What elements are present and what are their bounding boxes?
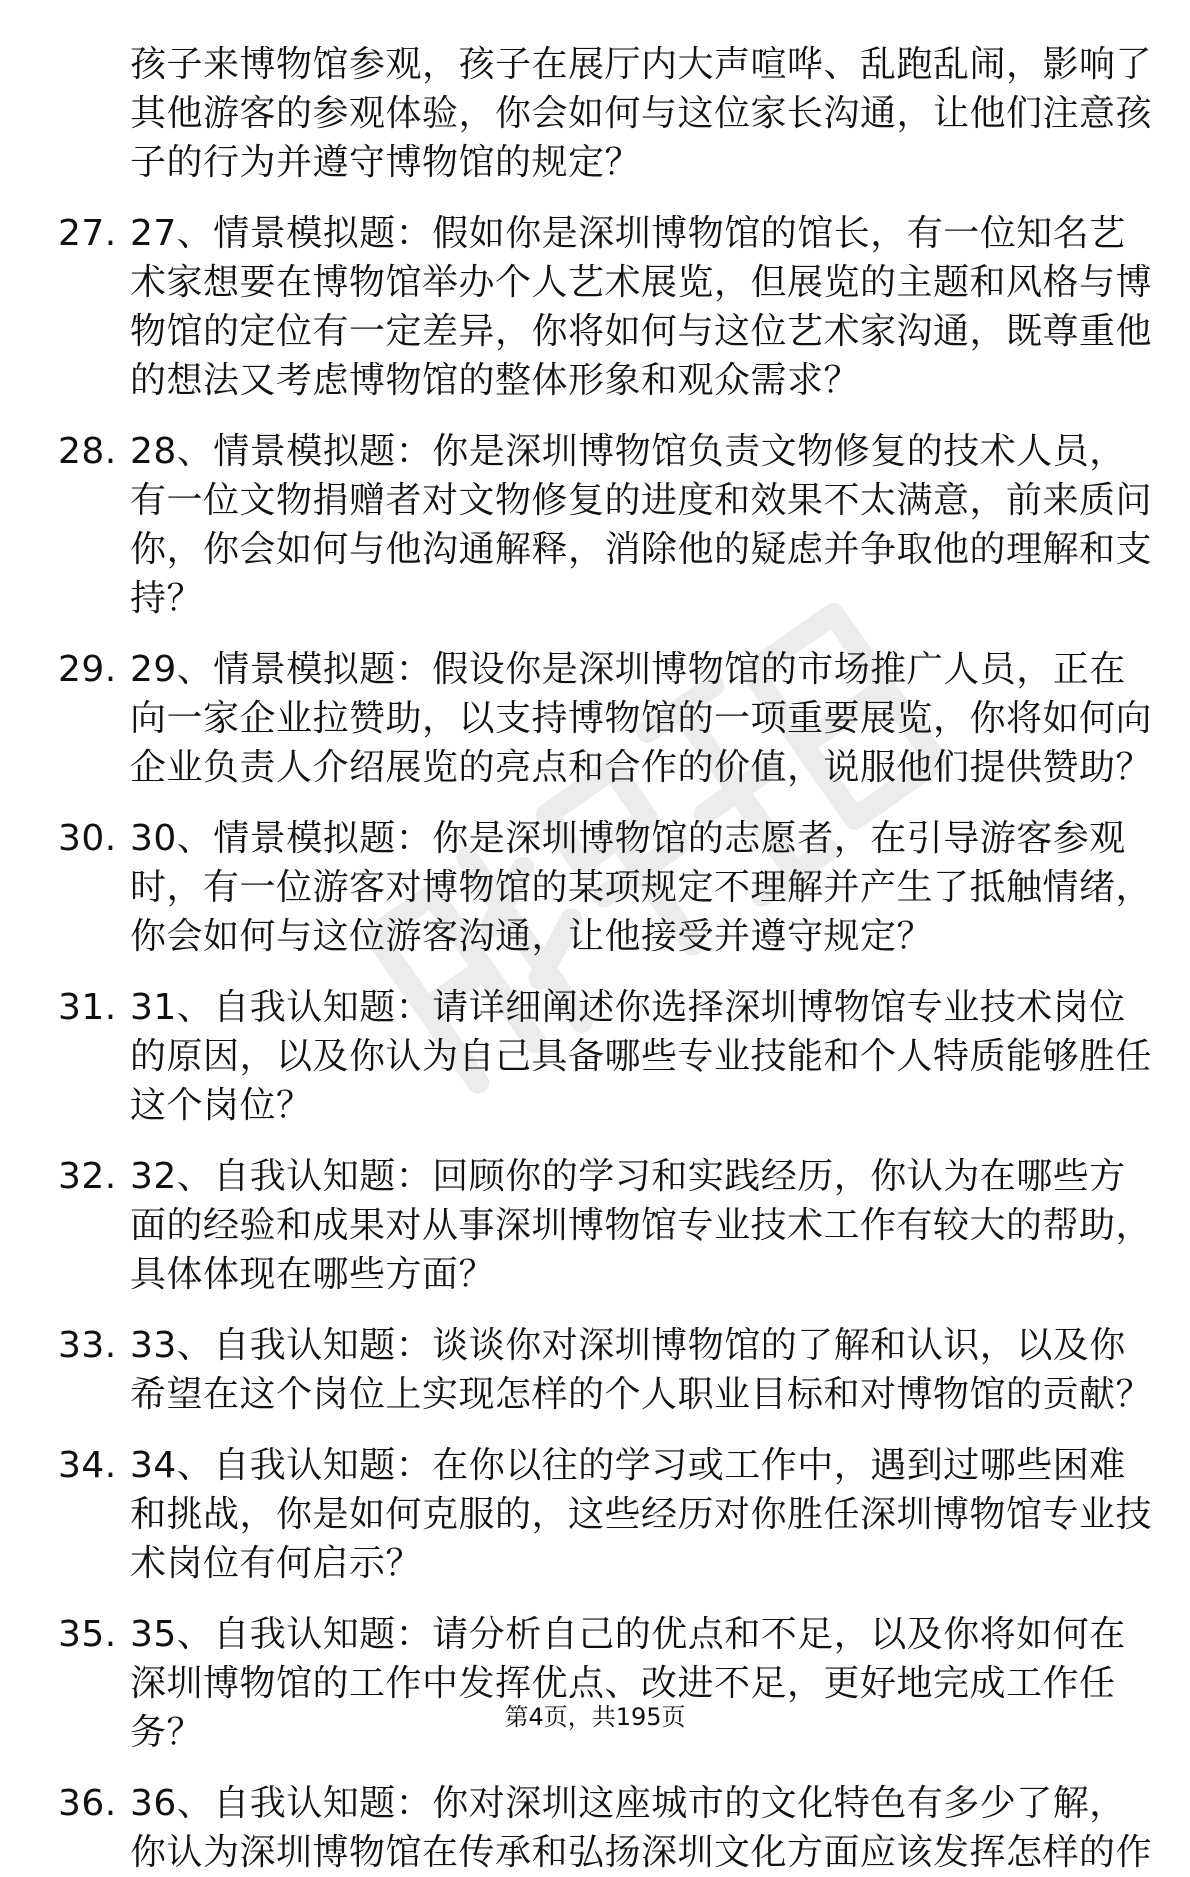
item-text: 36、自我认知题：你对深圳这座城市的文化特色有多少了解，你认为深圳博物馆在传承和弘扬深圳文化方面应该发挥怎样的作 <box>130 1783 1153 1873</box>
item-number: 31. <box>58 987 117 1028</box>
list-item <box>58 645 1158 792</box>
list-item <box>58 1610 1158 1757</box>
item-text: 34、自我认知题：在你以往的学习或工作中，遇到过哪些困难和挑战，你是如何克服的，这些经历对你胜任深圳博物馆专业技术岗位有何启示？ <box>130 1445 1153 1584</box>
list-item <box>58 814 1158 961</box>
question-list <box>58 40 1158 1877</box>
item-text: 31、自我认知题：请详细阐述你选择深圳博物馆专业技术岗位的原因，以及你认为自己具备哪些专业技能和个人特质能够胜任这个岗位？ <box>130 987 1153 1126</box>
list-item <box>58 983 1158 1130</box>
item-number: 27. <box>58 213 117 254</box>
list-item <box>58 1779 1158 1877</box>
item-number: 29. <box>58 649 117 690</box>
item-number: 32. <box>58 1156 117 1197</box>
page-footer: 第4页，共195页 <box>504 1703 686 1731</box>
item-number: 30. <box>58 818 117 859</box>
list-item <box>58 1441 1158 1588</box>
list-item <box>58 1321 1158 1419</box>
list-item <box>58 209 1158 405</box>
item-number: 35. <box>58 1614 117 1655</box>
item-text: 32、自我认知题：回顾你的学习和实践经历，你认为在哪些方面的经验和成果对从事深圳博物馆专业技术工作有较大的帮助，具体体现在哪些方面？ <box>130 1156 1153 1295</box>
item-text: 29、情景模拟题：假设你是深圳博物馆的市场推广人员，正在向一家企业拉赞助，以支持博物馆的一项重要展览，你将如何向企业负责人介绍展览的亮点和合作的价值，说服他们提供赞助？ <box>130 649 1153 788</box>
continued-paragraph: 孩子来博物馆参观，孩子在展厅内大声喧哗、乱跑乱闹，影响了其他游客的参观体验，你会如何与这位家长沟通，让他们注意孩子的行为并遵守博物馆的规定？ <box>130 44 1153 183</box>
item-text: 35、自我认知题：请分析自己的优点和不足，以及你将如何在深圳博物馆的工作中发挥优点、改进不足，更好地完成工作任务？ <box>130 1614 1126 1753</box>
item-text: 33、自我认知题：谈谈你对深圳博物馆的了解和认识，以及你希望在这个岗位上实现怎样的个人职业目标和对博物馆的贡献？ <box>130 1325 1153 1415</box>
item-number: 36. <box>58 1783 117 1824</box>
list-item <box>58 1152 1158 1299</box>
item-text: 27、情景模拟题：假如你是深圳博物馆的馆长，有一位知名艺术家想要在博物馆举办个人艺术展览，但展览的主题和风格与博物馆的定位有一定差异，你将如何与这位艺术家沟通，既尊重他的想法又考虑博物馆的整体形象和观众需求？ <box>130 213 1153 401</box>
item-number: 28. <box>58 431 117 472</box>
item-text: 30、情景模拟题：你是深圳博物馆的志愿者，在引导游客参观时，有一位游客对博物馆的某项规定不理解并产生了抵触情绪，你会如何与这位游客沟通，让他接受并遵守规定？ <box>130 818 1153 957</box>
item-text: 28、情景模拟题：你是深圳博物馆负责文物修复的技术人员，有一位文物捐赠者对文物修复的进度和效果不太满意，前来质问你，你会如何与他沟通解释，消除他的疑虑并争取他的理解和支持？ <box>130 431 1153 619</box>
item-number: 34. <box>58 1445 117 1486</box>
list-item <box>58 427 1158 623</box>
item-number: 33. <box>58 1325 117 1366</box>
